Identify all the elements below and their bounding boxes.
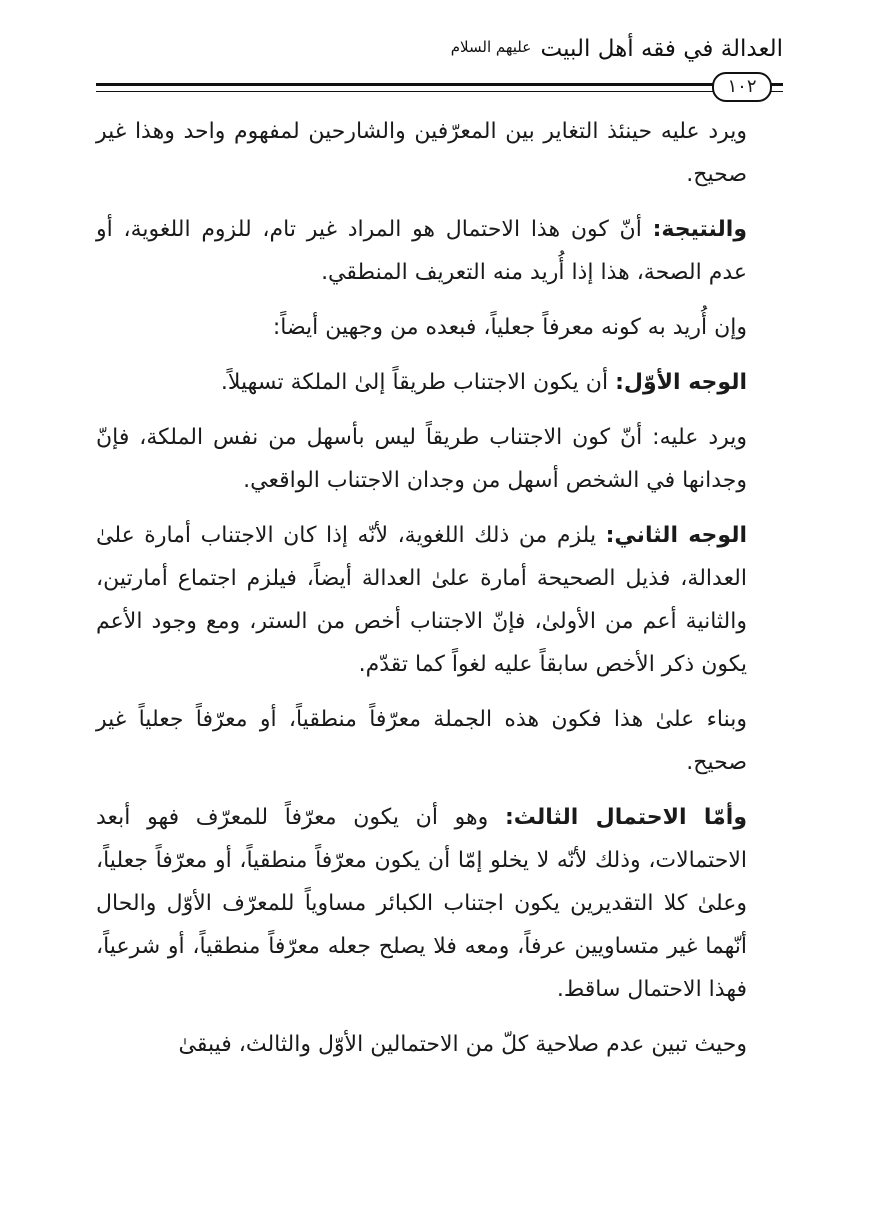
paragraph-text: ويرد عليه: أنّ كون الاجتناب طريقاً ليس بأسهل من نفس الملكة، فإنّ وجدانها في الشخص أسهل من وجدان الاجتناب الواقعي. bbox=[96, 425, 747, 493]
page-body bbox=[96, 110, 783, 1078]
paragraph-text: أن يكون الاجتناب طريقاً إلىٰ الملكة تسهيلاً. bbox=[220, 370, 616, 395]
paragraph bbox=[96, 796, 783, 1011]
paragraph-lead: الوجه الثاني: bbox=[605, 523, 747, 548]
paragraph bbox=[96, 514, 783, 686]
paragraph-text: أنّ كون هذا الاحتمال هو المراد غير تام، للزوم اللغوية، أو عدم الصحة، هذا إذا أُريد منه التعريف المنطقي. bbox=[96, 217, 747, 285]
honorific-glyph: عليهم السلام bbox=[450, 38, 532, 56]
paragraph-text: وإن أُريد به كونه معرفاً جعلياً، فبعده من وجهين أيضاً: bbox=[272, 315, 747, 340]
paragraph bbox=[96, 416, 783, 502]
paragraph-text: وبناء علىٰ هذا فكون هذه الجملة معرّفاً منطقياً، أو معرّفاً جعلياً غير صحيح. bbox=[96, 707, 747, 775]
paragraph-text: وحيث تبين عدم صلاحية كلّ من الاحتمالين الأوّل والثالث، فيبقىٰ bbox=[178, 1032, 747, 1057]
paragraph bbox=[96, 361, 783, 404]
paragraph bbox=[96, 698, 783, 784]
paragraph-text: وهو أن يكون معرّفاً للمعرّف فهو أبعد الاحتمالات، وذلك لأنّه لا يخلو إمّا أن يكون معرّفاً منطقياً، أو معرّفاً جعلياً، وعلىٰ كلا التقديرين يكون اجتناب الكبائر مساوياً للمعرّف الأوّل والحال أنّهما غير متساويين عرفاً، ومعه فلا يصلح جعله معرّفاً منطقياً، أو شرعياً، فهذا الاحتمال ساقط. bbox=[96, 805, 747, 1002]
paragraph-lead: الوجه الأوّل: bbox=[615, 370, 747, 395]
paragraph-text: ويرد عليه حينئذ التغاير بين المعرّفين والشارحين لمفهوم واحد وهذا غير صحيح. bbox=[96, 119, 747, 187]
page-number: ١٠٢ bbox=[712, 72, 772, 102]
header-rule-thin bbox=[96, 91, 783, 92]
running-header bbox=[451, 36, 783, 62]
paragraph-lead: والنتيجة: bbox=[652, 217, 747, 242]
paragraph bbox=[96, 208, 783, 294]
paragraph bbox=[96, 110, 783, 196]
paragraph-text: يلزم من ذلك اللغوية، لأنّه إذا كان الاجتناب أمارة علىٰ العدالة، فذيل الصحيحة أمارة علىٰ العدالة أيضاً، فيلزم اجتماع أمارتين، والثانية أعم من الأولىٰ، فإنّ الاجتناب أخص من الستر، ومع وجود الأعم يكون ذكر الأخص سابقاً عليه لغواً كما تقدّم. bbox=[96, 523, 747, 677]
paragraph bbox=[96, 1023, 783, 1066]
header-rule-thick bbox=[96, 83, 783, 86]
paragraph bbox=[96, 306, 783, 349]
book-title: العدالة في فقه أهل البيت bbox=[540, 36, 783, 62]
paragraph-lead: وأمّا الاحتمال الثالث: bbox=[504, 805, 747, 830]
